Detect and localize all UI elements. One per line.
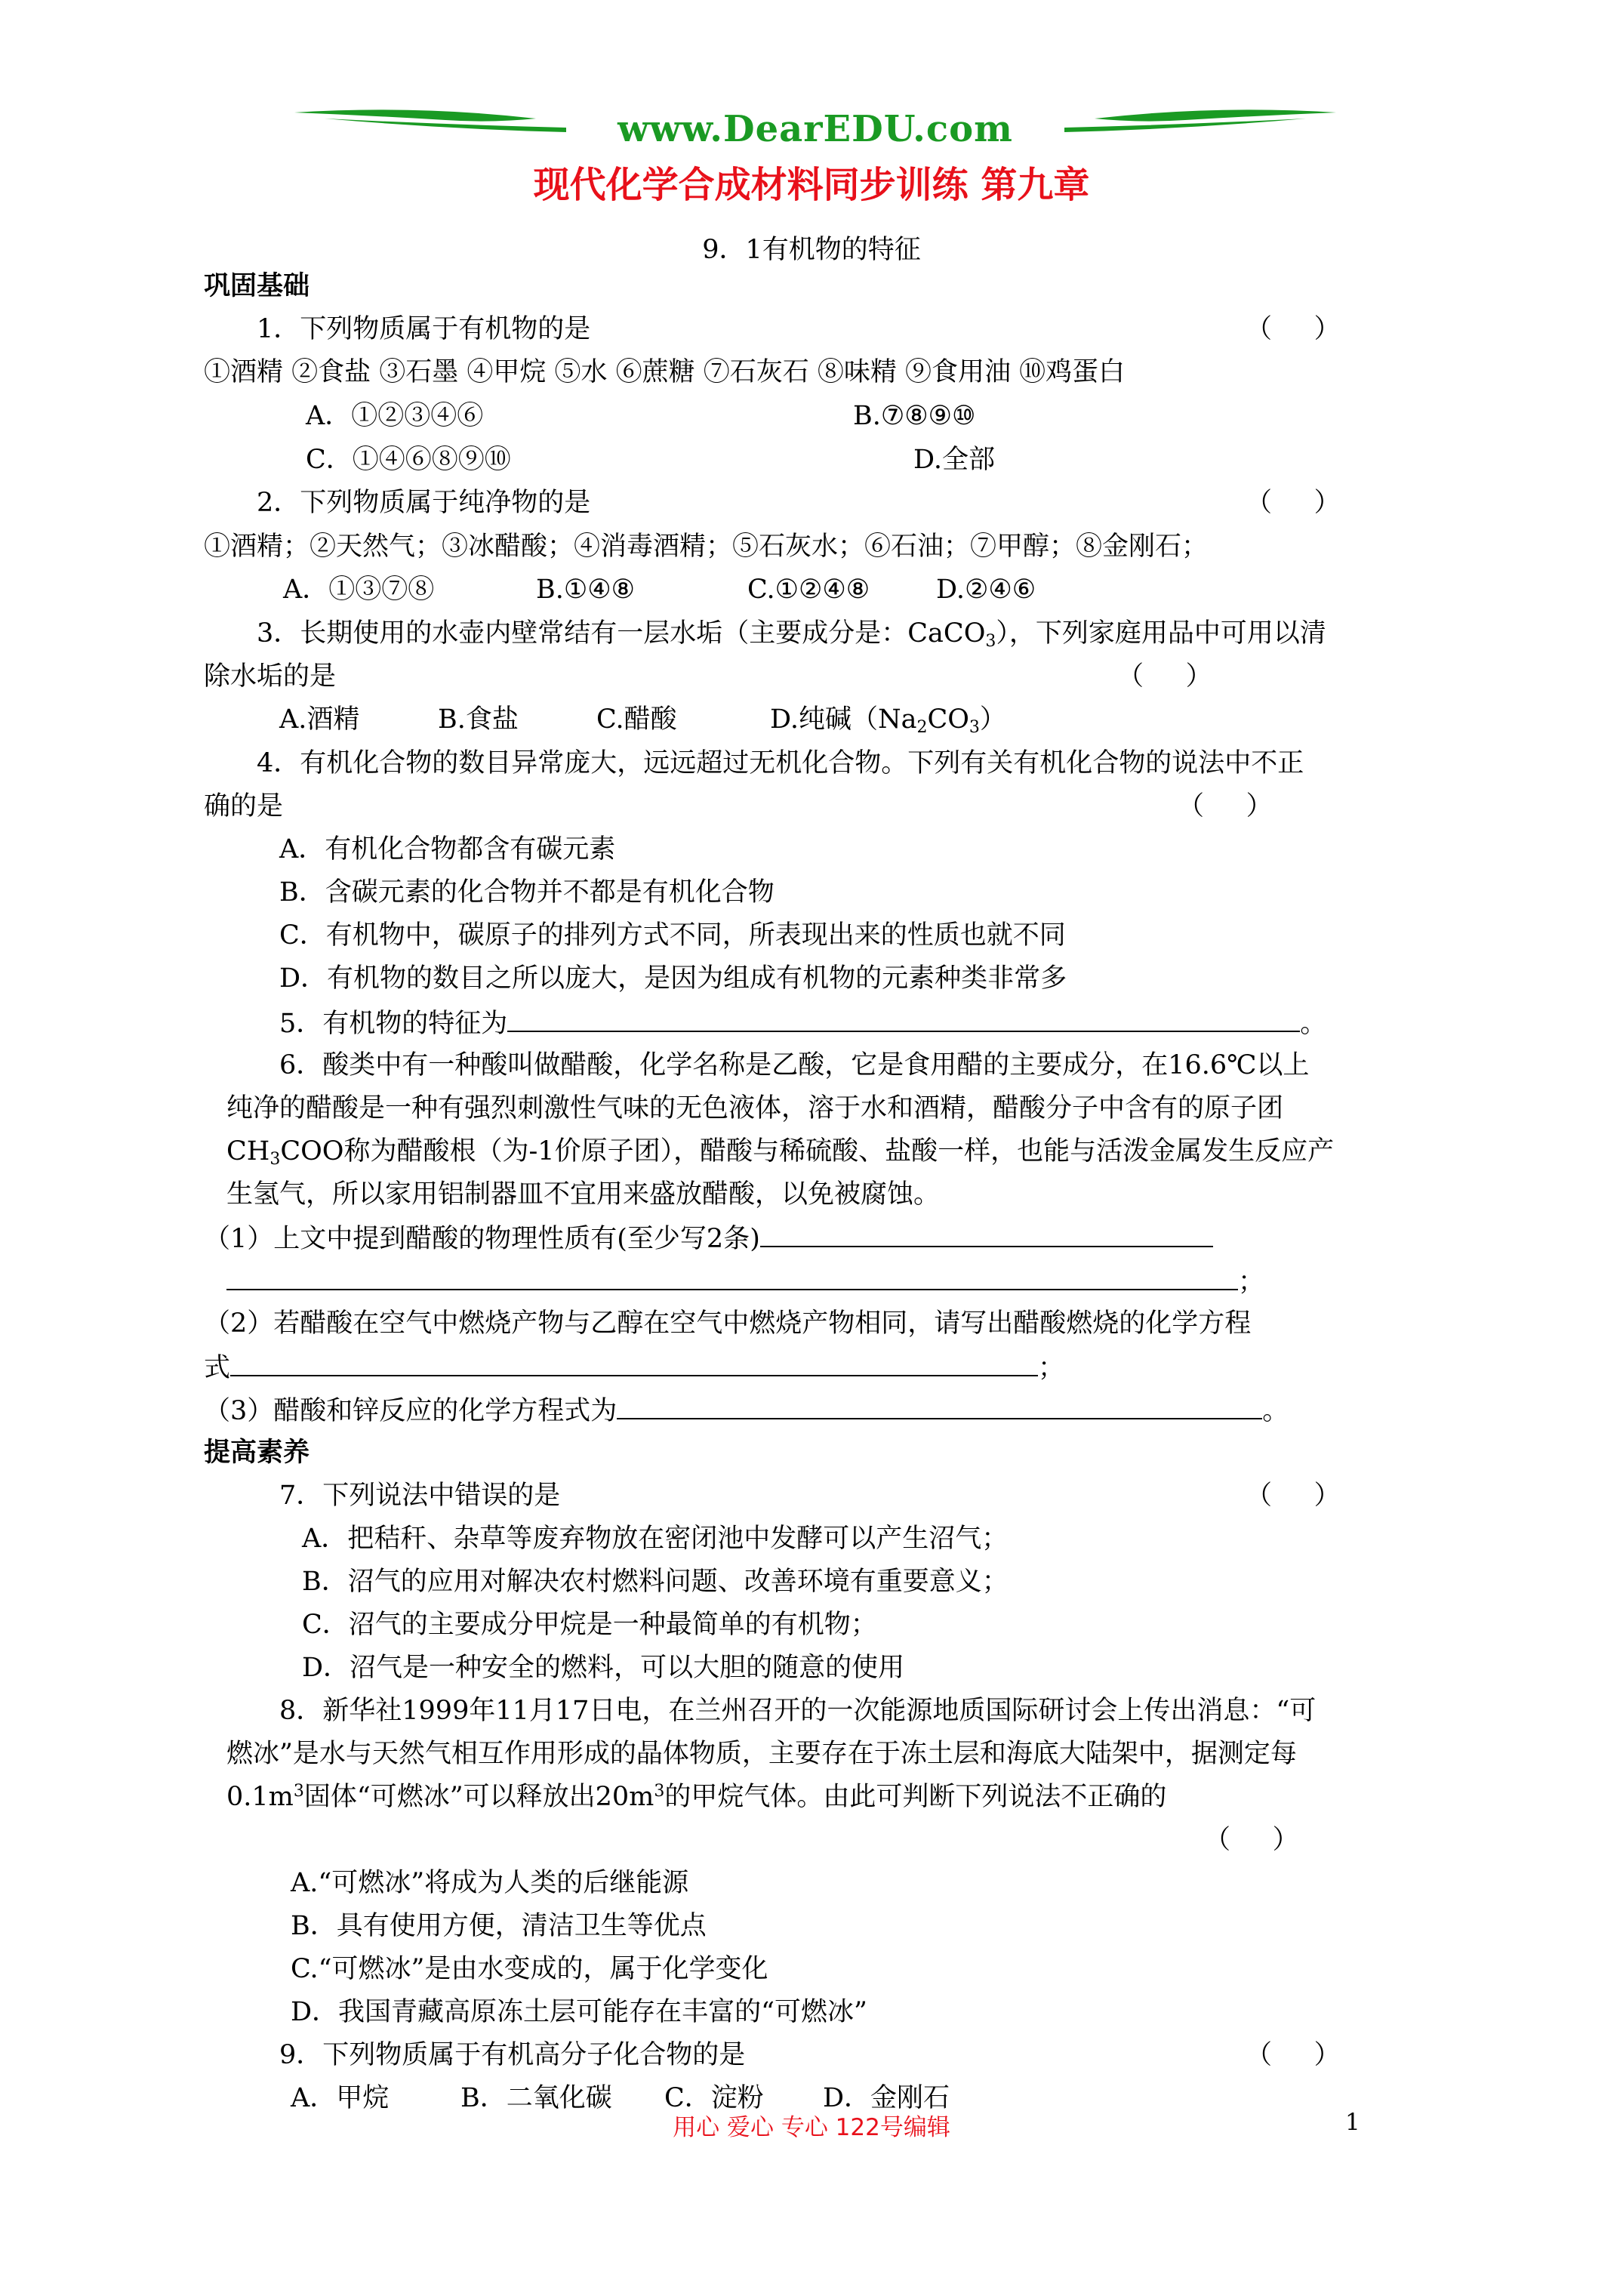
answer-blank-6-3[interactable]	[617, 1394, 1262, 1419]
heading-basic: 巩固基础	[204, 271, 310, 301]
answer-paren-3: （ ）	[1117, 661, 1212, 692]
question-6-line-1: 6．酸类中有一种酸叫做醋酸，化学名称是乙酸，它是食用醋的主要成分，在16.6℃以上	[279, 1050, 1310, 1080]
question-1-items: ①酒精 ②食盐 ③石墨 ④甲烷 ⑤水 ⑥蔗糖 ⑦石灰石 ⑧味精 ⑨食用油 ⑩鸡蛋白	[204, 357, 1126, 387]
question-8-line-3: $0.1m^3$固体“可燃冰”可以释放出$20m^3$的甲烷气体。由此可判断下列说法不正确的	[226, 1782, 1167, 1812]
q8-option-a: A.“可燃冰”将成为人类的后继能源	[291, 1868, 689, 1898]
answer-paren-7: （ ）	[1246, 1481, 1341, 1511]
q3-option-d: D.纯碱$(Na_2CO_3)$	[770, 704, 1006, 737]
q7-option-b: B．沼气的应用对解决农村燃料问题、改善环境有重要意义；	[302, 1567, 1009, 1597]
answer-paren-1: （ ）	[1246, 314, 1341, 344]
question-7: 7．下列说法中错误的是	[279, 1481, 561, 1511]
question-5: 5．有机物的特征为 。	[279, 1006, 1326, 1040]
question-6-line-3: $CH_3COO$称为醋酸根（为-1价原子团），醋酸与稀硫酸、盐酸一样，也能与活泼金属发生反应产	[226, 1136, 1335, 1169]
q9-option-b: B．二氧化碳	[460, 2083, 612, 2113]
q4-option-b: B．含碳元素的化合物并不都是有机化合物	[279, 877, 775, 908]
section-title: 9．1有机物的特征	[702, 235, 921, 265]
q8-option-d: D．我国青藏高原冻土层可能存在丰富的“可燃冰”	[291, 1997, 867, 2027]
q3-option-c: C.醋酸	[596, 704, 677, 735]
q4-option-a: A．有机化合物都含有碳元素	[279, 834, 616, 864]
q4-option-c: C．有机物中，碳原子的排列方式不同，所表现出来的性质也就不同	[279, 920, 1066, 951]
heading-improve: 提高素养	[204, 1438, 310, 1468]
site-banner	[294, 102, 1336, 159]
q4-option-d: D．有机物的数目之所以庞大，是因为组成有机物的元素种类非常多	[279, 963, 1067, 994]
question-2-items: ①酒精；②天然气；③冰醋酸；④消毒酒精；⑤石灰水；⑥石油；⑦甲醇；⑧金刚石；	[204, 532, 1209, 562]
q9-option-c: C．淀粉	[664, 2083, 764, 2113]
q2-option-d: D.②④⑥	[936, 575, 1036, 605]
answer-blank-5[interactable]	[507, 1006, 1300, 1032]
q1-option-b: B.⑦⑧⑨⑩	[853, 401, 976, 431]
question-8-line-1: 8．新华社1999年11月17日电，在兰州召开的一次能源地质国际研讨会上传出消息：“可	[279, 1696, 1317, 1726]
q1-option-a: A．①②③④⑥	[306, 401, 484, 431]
answer-paren-9: （ ）	[1246, 2040, 1341, 2070]
q9-option-a: A．甲烷	[291, 2083, 390, 2113]
question-4-line-2: 确的是	[204, 791, 284, 821]
site-url: www.DearEDU.com	[617, 108, 1013, 150]
q2-option-b: B.①④⑧	[536, 575, 635, 605]
q7-option-c: C．沼气的主要成分甲烷是一种最简单的有机物；	[302, 1610, 877, 1640]
answer-blank-6-1b[interactable]	[226, 1265, 1238, 1290]
question-8-line-2: 燃冰”是水与天然气相互作用形成的晶体物质，主要存在于冻土层和海底大陆架中，据测定每	[226, 1739, 1297, 1769]
q9-option-d: D．金刚石	[823, 2083, 950, 2113]
question-6-part-1: （1）上文中提到醋酸的物理性质有(至少写2条)	[204, 1222, 1213, 1255]
page-number: 1	[1345, 2109, 1360, 2136]
question-6-part-1-cont: ；	[226, 1265, 1264, 1298]
q3-option-a: A.酒精	[279, 704, 360, 735]
page-title: 现代化学合成材料同步训练 第九章	[533, 164, 1090, 206]
question-3-line-1: 3．长期使用的水壶内壁常结有一层水垢（主要成分是：CaCO$_3$），下列家庭用品中可用以清	[257, 618, 1326, 651]
answer-paren-4: （ ）	[1178, 791, 1273, 821]
page-footer: 用心 爱心 专心 122号编辑	[673, 2114, 950, 2141]
question-9: 9．下列物质属于有机高分子化合物的是	[279, 2040, 746, 2070]
q2-option-c: C.①②④⑧	[747, 575, 870, 605]
q2-option-a: A．①③⑦⑧	[283, 575, 435, 605]
q1-option-c: C．①④⑥⑧⑨⑩	[306, 445, 511, 475]
question-6-line-4: 生氢气，所以家用铝制器皿不宜用来盛放醋酸，以免被腐蚀。	[226, 1179, 941, 1210]
question-2: 2．下列物质属于纯净物的是	[257, 488, 591, 518]
answer-blank-6-2[interactable]	[230, 1351, 1038, 1376]
q1-option-d: D.全部	[913, 445, 995, 475]
question-6-part-2-line-2: 式 ；	[204, 1351, 1064, 1384]
question-6-part-3: （3）醋酸和锌反应的化学方程式为 。	[204, 1394, 1289, 1427]
answer-paren-8: （ ）	[1204, 1825, 1299, 1855]
question-6-part-2-line-1: （2）若醋酸在空气中燃烧产物与乙醇在空气中燃烧产物相同，请写出醋酸燃烧的化学方程	[204, 1308, 1252, 1339]
q8-option-b: B．具有使用方便，清洁卫生等优点	[291, 1911, 707, 1941]
q7-option-a: A．把秸秆、杂草等废弃物放在密闭池中发酵可以产生沼气；	[302, 1524, 1009, 1554]
q7-option-d: D．沼气是一种安全的燃料，可以大胆的随意的使用	[302, 1653, 905, 1683]
answer-blank-6-1a[interactable]	[760, 1222, 1213, 1247]
question-3-line-2: 除水垢的是	[204, 661, 337, 692]
question-1: 1．下列物质属于有机物的是	[257, 314, 591, 344]
question-4-line-1: 4．有机化合物的数目异常庞大，远远超过无机化合物。下列有关有机化合物的说法中不正	[257, 748, 1304, 778]
answer-paren-2: （ ）	[1246, 488, 1341, 518]
q8-option-c: C.“可燃冰”是由水变成的，属于化学变化	[291, 1954, 768, 1984]
q3-option-b: B.食盐	[438, 704, 519, 735]
question-6-line-2: 纯净的醋酸是一种有强烈刺激性气味的无色液体，溶于水和酒精，醋酸分子中含有的原子团	[226, 1093, 1284, 1123]
